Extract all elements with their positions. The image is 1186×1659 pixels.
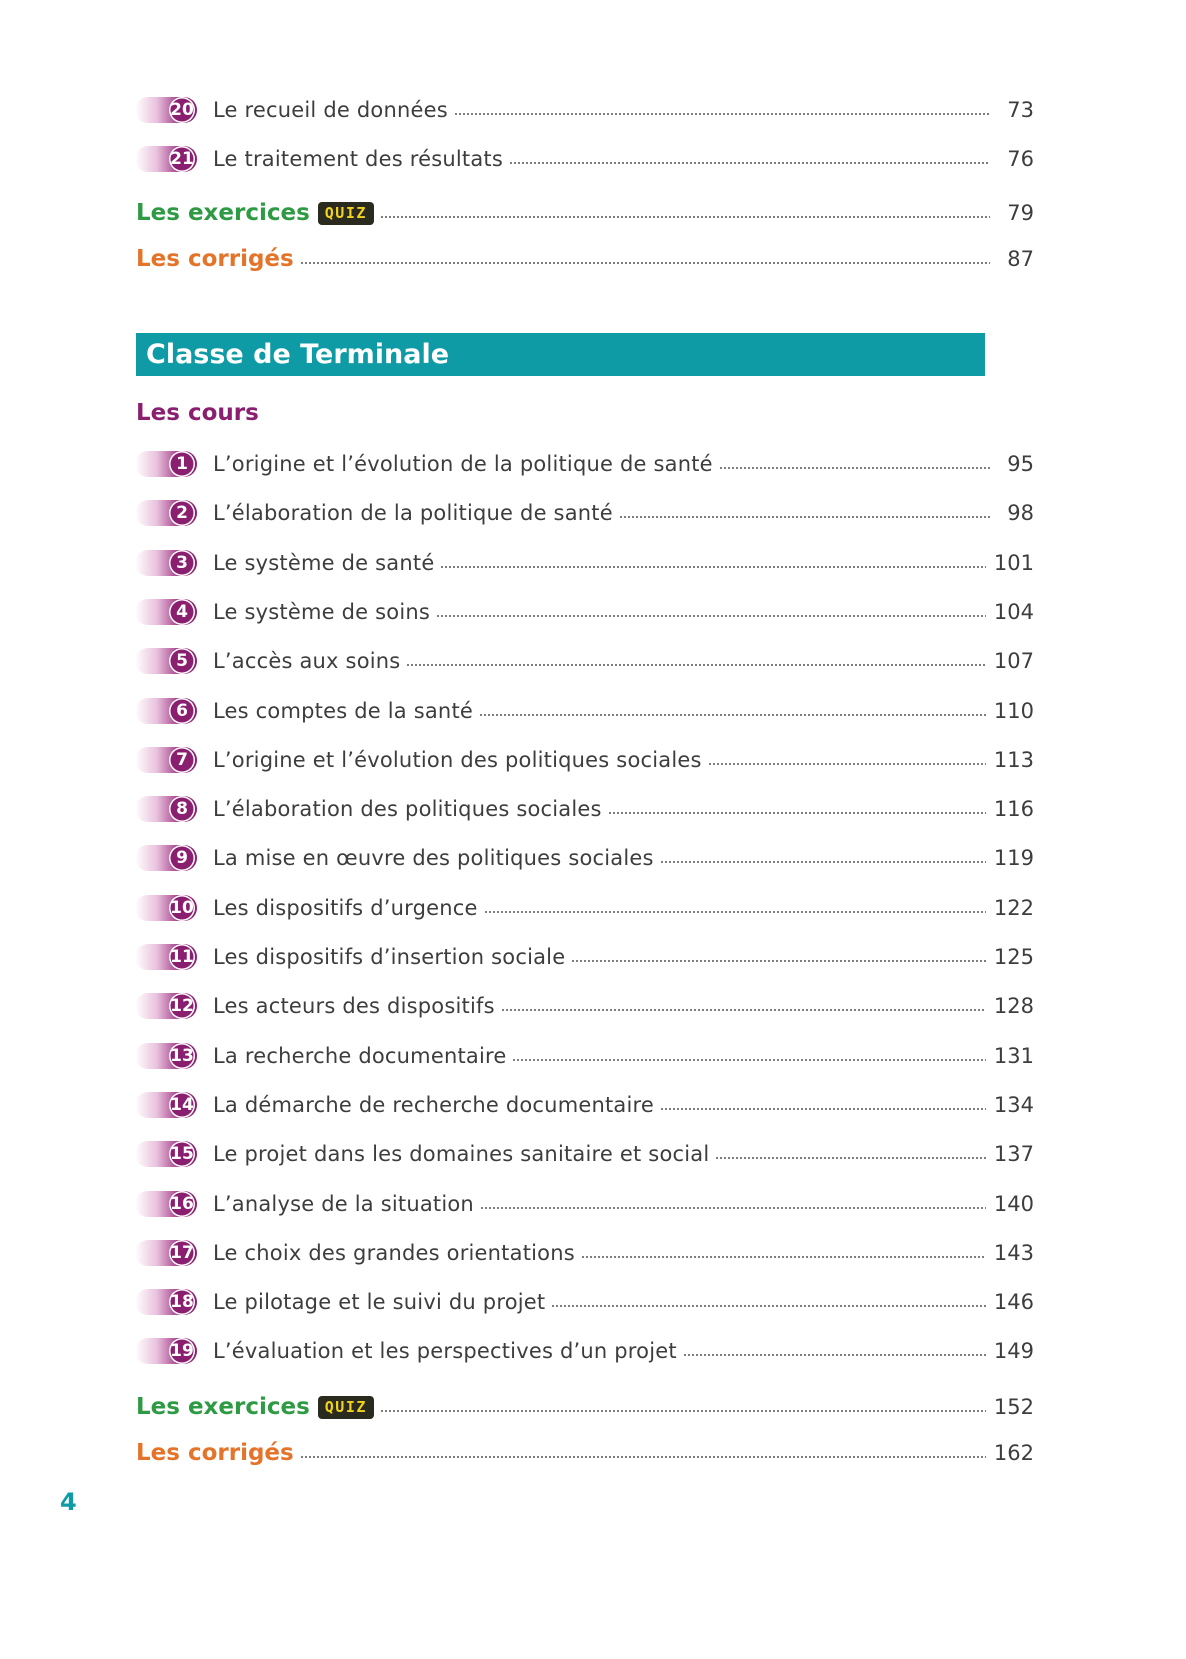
toc-entry[interactable] bbox=[136, 495, 1034, 531]
dot-leader bbox=[683, 1354, 986, 1356]
page-ref: 107 bbox=[993, 649, 1034, 674]
dot-leader bbox=[406, 664, 985, 666]
toc-entry[interactable] bbox=[136, 890, 1034, 926]
page-ref: 140 bbox=[993, 1191, 1034, 1216]
dot-leader bbox=[501, 1009, 986, 1011]
chapter-number: 10 bbox=[169, 895, 195, 921]
chapter-title: L’évaluation et les perspectives d’un projet bbox=[213, 1339, 677, 1364]
corriges-entry[interactable] bbox=[136, 241, 1034, 277]
chapter-badge bbox=[135, 698, 197, 724]
chapter-title: Le projet dans les domaines sanitaire et social bbox=[213, 1142, 710, 1167]
chapter-number: 18 bbox=[169, 1289, 195, 1315]
dot-leader bbox=[454, 113, 990, 115]
chapter-number: 2 bbox=[169, 500, 195, 526]
toc-entry[interactable] bbox=[136, 594, 1034, 630]
toc-entry[interactable] bbox=[136, 1235, 1034, 1271]
chapter-badge bbox=[135, 993, 197, 1019]
section-subheading: Les cours bbox=[136, 400, 259, 426]
chapter-number: 1 bbox=[169, 451, 195, 477]
chapter-title: Les acteurs des dispositifs bbox=[213, 994, 495, 1019]
chapter-number: 21 bbox=[169, 146, 195, 172]
page-ref: 76 bbox=[1007, 147, 1034, 171]
chapter-badge bbox=[135, 1191, 197, 1217]
chapter-badge bbox=[135, 1043, 197, 1069]
corriges-label: Les corrigés bbox=[136, 1440, 294, 1466]
chapter-badge bbox=[135, 1092, 197, 1118]
page-ref: 113 bbox=[993, 747, 1034, 772]
section-banner bbox=[136, 333, 985, 376]
dot-leader bbox=[512, 1059, 985, 1061]
toc-entry[interactable] bbox=[136, 141, 1034, 177]
chapter-title: Le recueil de données bbox=[213, 98, 448, 122]
toc-entry[interactable] bbox=[136, 92, 1034, 128]
toc-entry[interactable] bbox=[136, 939, 1034, 975]
chapter-badge bbox=[135, 451, 197, 477]
chapter-badge bbox=[135, 944, 197, 970]
chapter-number: 5 bbox=[169, 648, 195, 674]
dot-leader bbox=[581, 1256, 986, 1258]
chapter-number: 12 bbox=[169, 993, 195, 1019]
toc-entry[interactable] bbox=[136, 1136, 1034, 1172]
toc-entry[interactable] bbox=[136, 446, 1034, 482]
toc-entry[interactable] bbox=[136, 1333, 1034, 1369]
chapter-title: Le système de soins bbox=[213, 599, 431, 624]
chapter-title: Le choix des grandes orientations bbox=[213, 1240, 575, 1265]
chapter-badge bbox=[135, 747, 197, 773]
toc-entry[interactable] bbox=[136, 643, 1034, 679]
chapter-number: 17 bbox=[169, 1240, 195, 1266]
chapter-number: 19 bbox=[169, 1338, 195, 1364]
dot-leader bbox=[380, 216, 990, 218]
chapter-badge bbox=[135, 648, 197, 674]
chapter-number: 9 bbox=[169, 845, 195, 871]
chapter-badge bbox=[135, 845, 197, 871]
exercices-entry[interactable] bbox=[136, 195, 1034, 231]
chapter-title: La mise en œuvre des politiques sociales bbox=[213, 846, 654, 871]
chapter-badge bbox=[135, 500, 197, 526]
chapter-title: L’élaboration de la politique de santé bbox=[213, 501, 613, 526]
chapter-title: Les dispositifs d’urgence bbox=[213, 895, 478, 920]
page-ref: 87 bbox=[1007, 247, 1034, 271]
dot-leader bbox=[300, 1456, 986, 1458]
chapter-number: 3 bbox=[169, 550, 195, 576]
toc-entry[interactable] bbox=[136, 1284, 1034, 1320]
dot-leader bbox=[660, 1108, 986, 1110]
section-title: Classe de Terminale bbox=[146, 339, 450, 370]
toc-entry[interactable] bbox=[136, 1186, 1034, 1222]
chapter-number: 13 bbox=[169, 1043, 195, 1069]
quiz-badge: QUIZ bbox=[318, 1396, 374, 1419]
page-ref: 131 bbox=[993, 1043, 1034, 1068]
chapter-title: La recherche documentaire bbox=[213, 1043, 507, 1068]
dot-leader bbox=[509, 162, 990, 164]
chapter-title: La démarche de recherche documentaire bbox=[213, 1092, 655, 1117]
exercices-label: Les exercices bbox=[136, 1394, 310, 1420]
page-ref: 73 bbox=[1007, 98, 1034, 122]
chapter-number: 6 bbox=[169, 698, 195, 724]
quiz-badge: QUIZ bbox=[318, 202, 374, 225]
page-ref: 79 bbox=[1007, 201, 1034, 225]
chapter-title: L’élaboration des politiques sociales bbox=[213, 797, 602, 822]
chapter-number: 16 bbox=[169, 1191, 195, 1217]
chapter-badge bbox=[135, 1289, 197, 1315]
toc-entry[interactable] bbox=[136, 545, 1034, 581]
page-ref: 162 bbox=[993, 1441, 1034, 1465]
page-ref: 104 bbox=[993, 599, 1034, 624]
toc-entry[interactable] bbox=[136, 742, 1034, 778]
chapter-number: 4 bbox=[169, 599, 195, 625]
page-ref: 95 bbox=[1007, 452, 1034, 476]
chapter-title: L’analyse de la situation bbox=[213, 1191, 474, 1216]
chapter-badge bbox=[135, 796, 197, 822]
page-ref: 128 bbox=[993, 994, 1034, 1019]
dot-leader bbox=[719, 467, 990, 469]
page-ref: 125 bbox=[993, 945, 1034, 969]
page-number: 4 bbox=[60, 1488, 77, 1516]
toc-entry[interactable] bbox=[136, 1087, 1034, 1123]
dot-leader bbox=[551, 1305, 986, 1307]
corriges-label: Les corrigés bbox=[136, 246, 294, 272]
chapter-badge bbox=[135, 599, 197, 625]
page-ref: 143 bbox=[993, 1240, 1034, 1265]
chapter-title: L’origine et l’évolution des politiques sociales bbox=[213, 747, 702, 772]
page-ref: 110 bbox=[993, 698, 1034, 723]
toc-entry[interactable] bbox=[136, 840, 1034, 876]
chapter-title: Le pilotage et le suivi du projet bbox=[213, 1290, 546, 1315]
chapter-title: Les dispositifs d’insertion sociale bbox=[213, 945, 566, 969]
dot-leader bbox=[608, 812, 986, 814]
page-ref: 146 bbox=[993, 1290, 1034, 1315]
dot-leader bbox=[571, 960, 986, 962]
chapter-number: 14 bbox=[169, 1092, 195, 1118]
page-ref: 119 bbox=[993, 846, 1034, 871]
exercices-label: Les exercices bbox=[136, 200, 310, 226]
chapter-number: 7 bbox=[169, 747, 195, 773]
chapter-number: 15 bbox=[169, 1141, 195, 1167]
chapter-badge bbox=[135, 146, 197, 172]
toc-entry[interactable] bbox=[136, 693, 1034, 729]
exercices-entry[interactable] bbox=[136, 1389, 1034, 1425]
dot-leader bbox=[660, 861, 986, 863]
chapter-number: 20 bbox=[169, 97, 195, 123]
chapter-title: Le système de santé bbox=[213, 550, 435, 575]
chapter-badge bbox=[135, 1141, 197, 1167]
page-ref: 152 bbox=[993, 1395, 1034, 1419]
page-ref: 137 bbox=[993, 1142, 1034, 1167]
chapter-badge bbox=[135, 895, 197, 921]
page-ref: 122 bbox=[993, 895, 1034, 920]
dot-leader bbox=[380, 1410, 986, 1412]
chapter-title: L’origine et l’évolution de la politique de santé bbox=[213, 452, 713, 476]
dot-leader bbox=[715, 1157, 986, 1159]
chapter-number: 11 bbox=[169, 944, 195, 970]
page-ref: 116 bbox=[993, 797, 1034, 822]
dot-leader bbox=[619, 516, 990, 518]
chapter-badge bbox=[135, 97, 197, 123]
toc-entry[interactable] bbox=[136, 988, 1034, 1024]
dot-leader bbox=[479, 714, 986, 716]
dot-leader bbox=[708, 763, 986, 765]
page-ref: 101 bbox=[993, 550, 1034, 575]
dot-leader bbox=[484, 911, 986, 913]
dot-leader bbox=[440, 566, 985, 568]
page-ref: 134 bbox=[993, 1092, 1034, 1117]
chapter-title: Le traitement des résultats bbox=[213, 147, 503, 171]
chapter-number: 8 bbox=[169, 796, 195, 822]
chapter-badge bbox=[135, 1240, 197, 1266]
toc-entry[interactable] bbox=[136, 791, 1034, 827]
dot-leader bbox=[480, 1207, 986, 1209]
corriges-entry[interactable] bbox=[136, 1435, 1034, 1471]
dot-leader bbox=[300, 262, 990, 264]
chapter-title: L’accès aux soins bbox=[213, 649, 401, 674]
page-ref: 98 bbox=[1007, 501, 1034, 526]
chapter-badge bbox=[135, 1338, 197, 1364]
page-ref: 149 bbox=[993, 1339, 1034, 1364]
toc-entry[interactable] bbox=[136, 1038, 1034, 1074]
chapter-title: Les comptes de la santé bbox=[213, 698, 473, 723]
chapter-badge bbox=[135, 550, 197, 576]
dot-leader bbox=[436, 615, 986, 617]
